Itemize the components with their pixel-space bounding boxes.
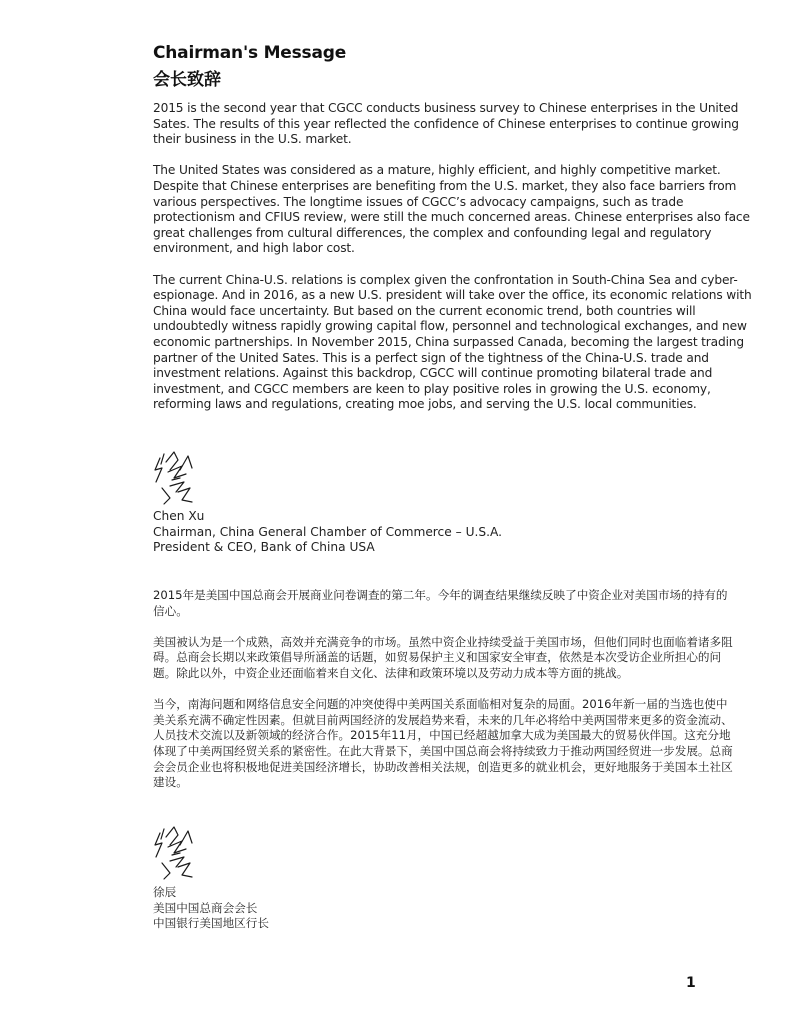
signatory-title: President & CEO, Bank of China USA bbox=[153, 540, 375, 555]
english-message bbox=[153, 101, 753, 428]
signatory-title: Chairman, China General Chamber of Commerce – U.S.A. bbox=[153, 524, 502, 539]
page-title: Chairman's Message bbox=[153, 43, 347, 63]
signatory-title: 美国中国总商会会长 bbox=[153, 900, 258, 915]
signatory-name: 徐辰 bbox=[153, 885, 177, 899]
english-paragraph-2: The United States was considered as a mature, highly efficient, and highly competitive market. Despite that Chinese enterprises are benefiting from the U.S. market, they also face barriers from various perspectives. The longtime issues of CGCC’s advocacy campaigns, such as trade protectionism and CFIUS review, were still the much concerned areas. Chinese enterprises also face great challenges from cultural differences, the complex and confounding legal and regulatory environment, and high labor cost. bbox=[153, 163, 750, 256]
chinese-message bbox=[153, 588, 738, 806]
signature-image bbox=[152, 448, 198, 506]
english-paragraph-3: The current China-U.S. relations is complex given the confrontation in South-China Sea and cyber-espionage. And in 2016, as a new U.S. president will take over the office, its economic relations with China would face uncertainty. But based on the current economic trend, both countries will undoubtedly witness rapidly growing capital flow, personnel and technological exchanges, and new economic partnerships. In November 2015, China surpassed Canada, becoming the largest trading partner of the United Sates. This is a perfect sign of the tightness of the China-U.S. trade and investment relations. Against this backdrop, CGCC will continue promoting bilateral trade and investment, and CGCC members are keen to play positive roles in growing the U.S. economy, reforming laws and regulations, creating moe jobs, and serving the U.S. local communities. bbox=[153, 272, 752, 412]
chinese-paragraph-3: 当今，南海问题和网络信息安全问题的冲突使得中美两国关系面临相对复杂的局面。2016年新一届的当选也使中美关系充满不确定性因素。但就目前两国经济的发展趋势来看，未来的几年必将给中美两国带来更多的资金流动、人员技术交流以及新领域的经济合作。2015年11月，中国已经超越加拿大成为美国最大的贸易伙伴国。这充分地体现了中美两国经贸关系的紧密性。在此大背景下，美国中国总商会将持续致力于推动两国经贸进一步发展。总商会会员企业也将积极地促进美国经济增长，协助改善相关法规，创造更多的就业机会，更好地服务于美国本土社区建设。 bbox=[153, 697, 733, 790]
english-paragraph-1: 2015 is the second year that CGCC conducts business survey to Chinese enterprises in the United Sates. The results of this year reflected the confidence of Chinese enterprises to continue growing their business in the U.S. market. bbox=[153, 101, 739, 147]
chinese-signatory bbox=[153, 885, 269, 932]
page-number: 1 bbox=[686, 975, 696, 991]
signature-image bbox=[152, 823, 198, 881]
page-title-chinese: 会长致辞 bbox=[153, 70, 221, 90]
signatory-title: 中国银行美国地区行长 bbox=[153, 916, 269, 931]
english-signatory bbox=[153, 509, 502, 556]
signatory-name: Chen Xu bbox=[153, 509, 205, 523]
chinese-paragraph-1: 2015年是美国中国总商会开展商业问卷调查的第二年。今年的调查结果继续反映了中资企业对美国市场的持有的信心。 bbox=[153, 588, 728, 618]
chinese-paragraph-2: 美国被认为是一个成熟，高效并充满竞争的市场。虽然中资企业持续受益于美国市场，但他们同时也面临着诸多阻碍。总商会长期以来政策倡导所涵盖的话题，如贸易保护主义和国家安全审查，依然是本次受访企业所担心的问题。除此以外，中资企业还面临着来自文化、法律和政策环境以及劳动力成本等方面的挑战。 bbox=[153, 634, 733, 680]
